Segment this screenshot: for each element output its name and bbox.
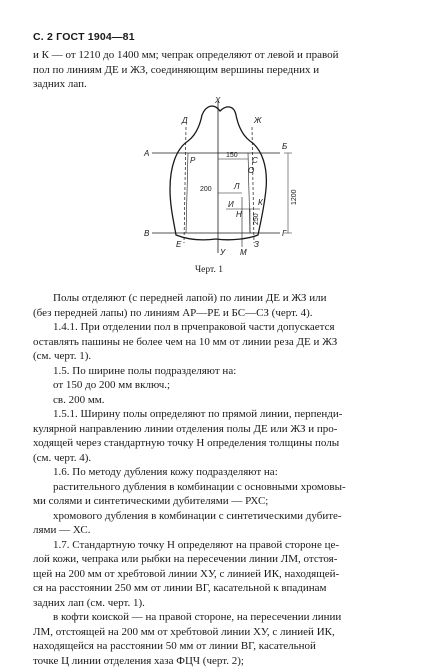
text-line: 1.7. Стандартную точку Н определяют на правой стороне це-: [33, 538, 401, 553]
label-zh: Ж: [253, 116, 262, 125]
intro-paragraph: [33, 48, 401, 92]
hide-diagram: [130, 97, 310, 257]
text-line: (см. черт. 1).: [33, 349, 401, 364]
text-line: в кофти коиской — на правой стороне, на пересечении линии: [33, 610, 401, 625]
text-line: растительного дубления в комбинации с основными хромовы-: [33, 480, 401, 495]
label-l: Л: [233, 182, 240, 191]
label-e: Е: [176, 240, 182, 249]
text-line: от 150 до 200 мм включ.;: [33, 378, 401, 393]
text-line: находящейся на расстоянии 50 мм от линии ВГ, касательной: [33, 639, 401, 654]
text-line: лями — ХС.: [33, 523, 401, 538]
figure-caption: Черт. 1: [195, 265, 223, 275]
label-o: О: [248, 166, 254, 175]
label-d: Д: [181, 116, 188, 125]
dim-200: 200: [200, 186, 212, 193]
text-line: 1.4.1. При отделении пол в прчепраковой части допускается: [33, 320, 401, 335]
label-p: Р: [190, 156, 196, 165]
dim-250: 250: [253, 213, 260, 225]
text-line: и К — от 1210 до 1400 мм; чепрак определяют от левой и правой: [33, 48, 401, 63]
text-line: (без передней лапы) по линиям АР—РЕ и БС—СЗ (черт. 4).: [33, 306, 401, 321]
label-k: К: [258, 198, 264, 207]
label-b: Б: [282, 142, 287, 151]
label-s: С: [252, 156, 258, 165]
text-line: ЛМ, отстоящей на 200 мм от хребтовой линии ХУ, с линией ИК,: [33, 625, 401, 640]
text-line: 1.5. По ширине полы подразделяют на:: [33, 364, 401, 379]
text-line: хромового дубления в комбинации с синтетическими дубите-: [33, 509, 401, 524]
text-line: св. 200 мм.: [33, 393, 401, 408]
text-line: кулярной направлению линии отделения полы ДЕ или ЖЗ и про-: [33, 422, 401, 437]
text-line: Полы отделяют (с передней лапой) по линии ДЕ и ЖЗ или: [33, 291, 401, 306]
dim-150: 150: [226, 152, 238, 159]
label-n: Н: [236, 210, 242, 219]
text-line: лой кожи, чепрака или рыбки на пересечении линии ЛМ, отстоя-: [33, 552, 401, 567]
text-line: ми солями и синтетическими дубителями — РХС;: [33, 494, 401, 509]
label-z: З: [254, 240, 259, 249]
text-line: задних лап.: [33, 77, 401, 92]
label-g: Г: [282, 229, 287, 238]
text-line: пол по линиям ДЕ и ЖЗ, соединяющим вершины передних и: [33, 63, 401, 78]
label-x: Х: [214, 97, 221, 105]
text-line: точке Ц линии отделения хаза ФЦЧ (черт. 2);: [33, 654, 401, 668]
label-i: И: [228, 200, 234, 209]
text-line: оставлять пашины не более чем на 10 мм от линии реза ДЕ и ЖЗ: [33, 335, 401, 350]
text-line: задних лап (см. черт. 1).: [33, 596, 401, 611]
text-line: щей на 200 мм от хребтовой линии ХУ, с линией ИК, находящей-: [33, 567, 401, 582]
label-u: У: [219, 248, 226, 257]
text-line: (см. черт. 4).: [33, 451, 401, 466]
text-line: 1.5.1. Ширину полы определяют по прямой линии, перпенди-: [33, 407, 401, 422]
label-m: М: [240, 248, 247, 257]
dim-1200: 1200: [291, 189, 298, 205]
label-a: А: [143, 149, 149, 158]
text-line: 1.6. По методу дубления кожу подразделяют на:: [33, 465, 401, 480]
label-v: В: [144, 229, 150, 238]
text-line: ся на расстоянии 250 мм от линии ВГ, касательной к впадинам: [33, 581, 401, 596]
line-sz: [248, 153, 250, 233]
page-header: С. 2 ГОСТ 1904—81: [33, 31, 135, 43]
body-text: [33, 291, 401, 668]
line-pe: [186, 153, 188, 233]
text-line: ходящей через стандартную точку Н определения толщины полы: [33, 436, 401, 451]
